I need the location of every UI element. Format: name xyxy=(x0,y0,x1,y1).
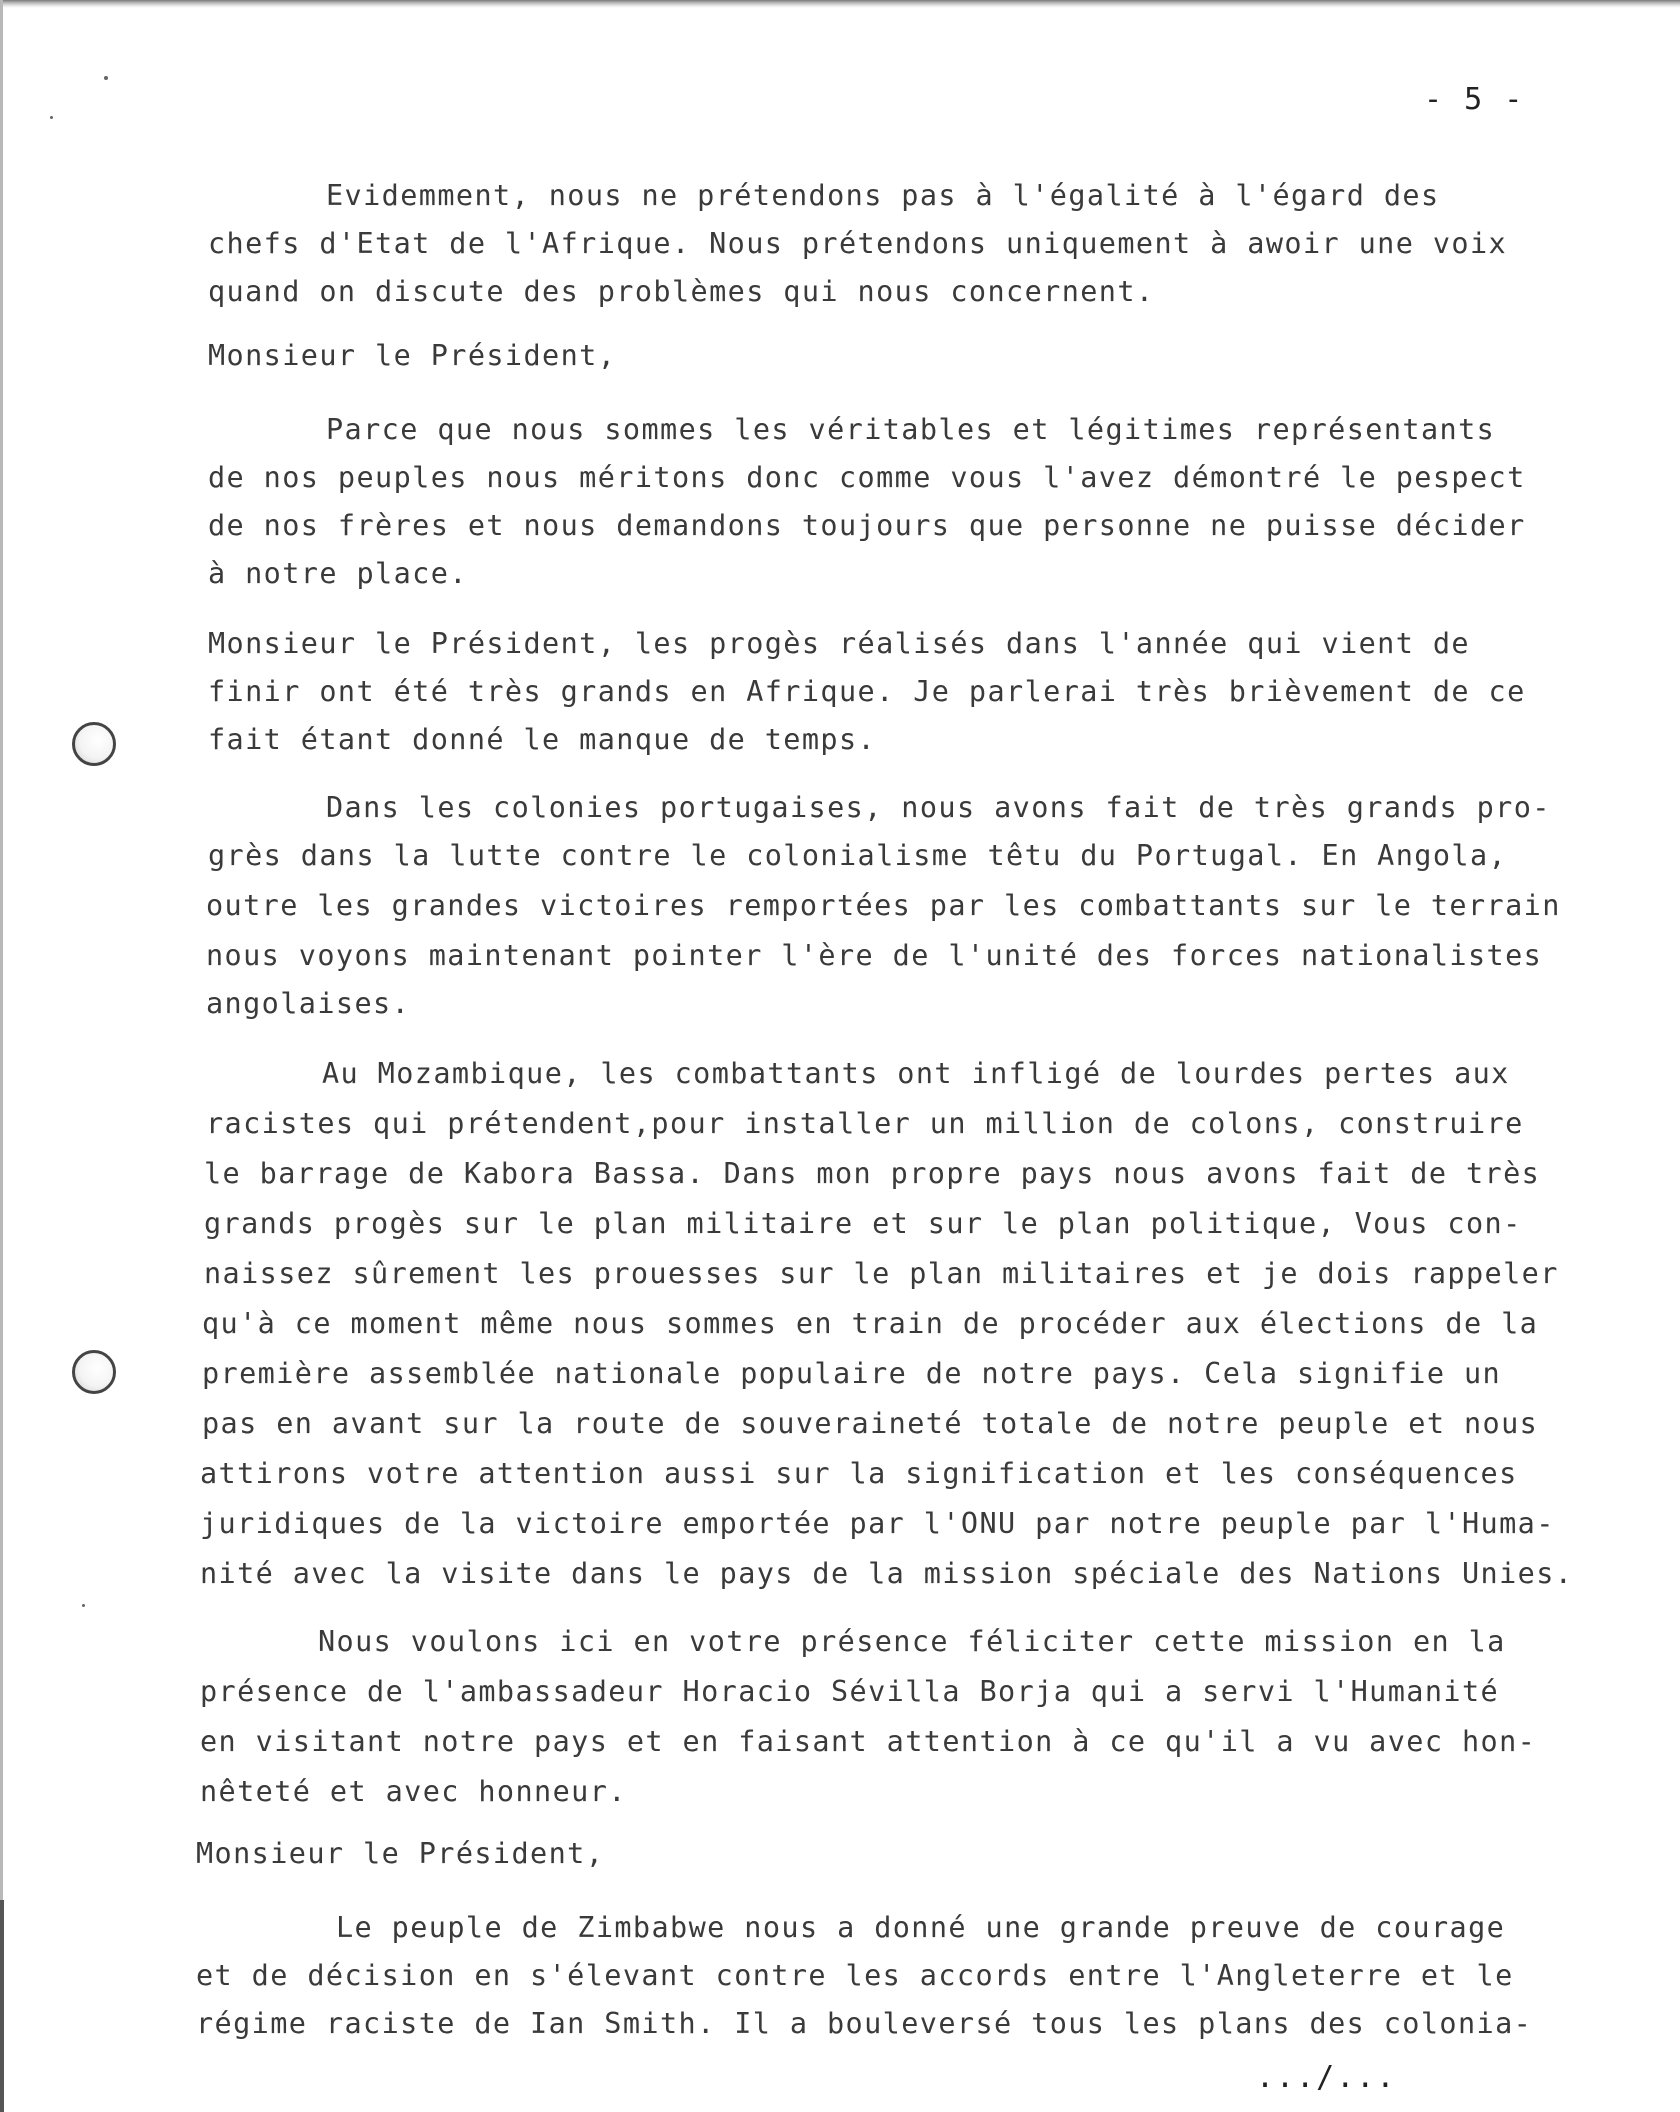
text-line: quand on discute des problèmes qui nous concernent. xyxy=(208,275,1155,308)
text-line: régime raciste de Ian Smith. Il a bouleversé tous les plans des colonia- xyxy=(196,2007,1533,2040)
punch-hole xyxy=(72,1350,116,1394)
text-line: finir ont été très grands en Afrique. Je parlerai très brièvement de ce xyxy=(208,675,1526,708)
text-line: grands progès sur le plan militaire et sur le plan politique, Vous con- xyxy=(204,1207,1522,1240)
text-line: en visitant notre pays et en faisant attention à ce qu'il a vu avec hon- xyxy=(200,1725,1537,1758)
text-line: angolaises. xyxy=(206,987,411,1020)
text-line: Monsieur le Président, xyxy=(208,339,617,372)
text-line: outre les grandes victoires remportées par les combattants sur le terrain xyxy=(206,889,1561,922)
text-line: naissez sûrement les prouesses sur le plan militaires et je dois rappeler xyxy=(204,1257,1559,1290)
text-line: de nos frères et nous demandons toujours que personne ne puisse décider xyxy=(208,509,1526,542)
text-line: Au Mozambique, les combattants ont infligé de lourdes pertes aux xyxy=(322,1057,1510,1090)
text-line: Monsieur le Président, xyxy=(196,1837,605,1870)
text-line: nité avec la visite dans le pays de la mission spéciale des Nations Unies. xyxy=(200,1557,1574,1590)
text-line: grès dans la lutte contre le colonialisme têtu du Portugal. En Angola, xyxy=(208,839,1508,872)
text-line: nous voyons maintenant pointer l'ère de l'unité des forces nationalistes xyxy=(206,939,1543,972)
text-line: première assemblée nationale populaire de notre pays. Cela signifie un xyxy=(202,1357,1502,1390)
text-line: Monsieur le Président, les progès réalisés dans l'année qui vient de xyxy=(208,627,1470,660)
text-line: pas en avant sur la route de souveraineté totale de notre peuple et nous xyxy=(202,1407,1539,1440)
text-line: racistes qui prétendent,pour installer un million de colons, construire xyxy=(206,1107,1524,1140)
scan-speck xyxy=(82,1604,85,1607)
continuation-marker: .../... xyxy=(1256,2060,1397,2095)
punch-hole xyxy=(72,722,116,766)
text-line: attirons votre attention aussi sur la signification et les conséquences xyxy=(200,1457,1518,1490)
text-line: juridiques de la victoire emportée par l'ONU par notre peuple par l'Huma- xyxy=(200,1507,1555,1540)
text-line: fait étant donné le manque de temps. xyxy=(208,723,877,756)
text-line: et de décision en s'élevant contre les accords entre l'Angleterre et le xyxy=(196,1959,1514,1992)
text-line: qu'à ce moment même nous sommes en train de procéder aux élections de la xyxy=(202,1307,1539,1340)
text-line: présence de l'ambassadeur Horacio Sévilla Borja qui a servi l'Humanité xyxy=(200,1675,1500,1708)
text-line: à notre place. xyxy=(208,557,468,590)
text-line: le barrage de Kabora Bassa. Dans mon propre pays nous avons fait de très xyxy=(204,1157,1541,1190)
scan-left-edge-shadow xyxy=(0,1900,4,2112)
scan-speck xyxy=(50,116,53,119)
text-line: Dans les colonies portugaises, nous avons fait de très grands pro- xyxy=(326,791,1551,824)
scan-left-edge xyxy=(0,0,3,2112)
page-number: - 5 - xyxy=(1424,82,1525,117)
scan-speck xyxy=(104,76,108,80)
text-line: Le peuple de Zimbabwe nous a donné une grande preuve de courage xyxy=(336,1911,1506,1944)
text-line: Nous voulons ici en votre présence féliciter cette mission en la xyxy=(318,1625,1506,1658)
text-line: chefs d'Etat de l'Afrique. Nous prétendons uniquement à awoir une voix xyxy=(208,227,1508,260)
text-line: Evidemment, nous ne prétendons pas à l'égalité à l'égard des xyxy=(326,179,1440,212)
text-line: de nos peuples nous méritons donc comme vous l'avez démontré le pespect xyxy=(208,461,1526,494)
text-line: Parce que nous sommes les véritables et légitimes représentants xyxy=(326,413,1496,446)
text-line: nêteté et avec honneur. xyxy=(200,1775,627,1808)
scan-top-edge xyxy=(0,0,1680,8)
